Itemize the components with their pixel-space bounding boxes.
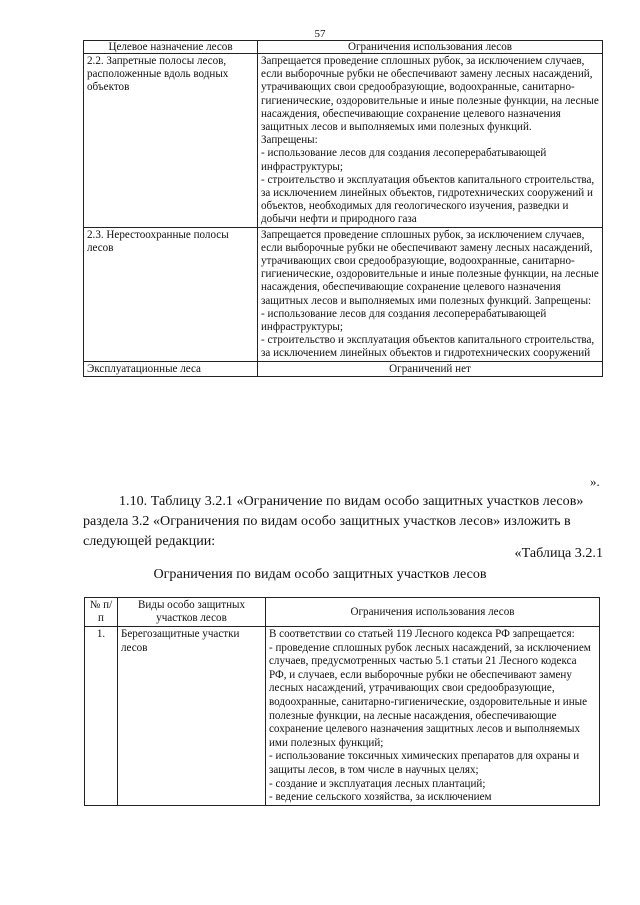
- column-header-purpose: Целевое назначение лесов: [84, 41, 258, 54]
- table-header-row: [84, 41, 603, 54]
- table-row: [84, 361, 603, 376]
- table-row: [84, 227, 603, 361]
- amendment-paragraph: 1.10. Таблицу 3.2.1 «Ограничение по видам особо защитных участков лесов» раздела 3.2 «Ограничения по видам особо защитных участков лесов» изложить в следующей редакции:: [83, 493, 584, 549]
- restrictions-cell: Запрещается проведение сплошных рубок, за исключением случаев, если выборочные рубки не обеспечивают замену лесных насаждений, утрачивающих свои средообразующие, водоохранные, санитарно-гигиенические, оздоровительные и иные полезные функции, на лесные насаждения, обеспечивающие сохранение целевого назначения защитных лесов и выполняемых ими полезных функций. Запрещены: - использование лесов для создания лесоперерабатывающей инфраструктуры; - строительство и эксплуатация объектов капитального строительства, за исключением линейных объектов, гидротехнических сооружений и объектов, необходимых для геологического изучения, разведки и добычи нефти и природного газа: [258, 54, 603, 228]
- forest-purpose-restrictions-table: [83, 40, 603, 377]
- table-title: Ограничения по видам особо защитных участков лесов: [153, 566, 487, 582]
- column-header-restrictions: Ограничения использования лесов: [266, 598, 600, 627]
- restrictions-cell: В соответствии со статьей 119 Лесного кодекса РФ запрещается: - проведение сплошных рубок лесных насаждений, за исключением случаев, предусмотренных частью 5.1 статьи 21 Лесного кодекса РФ, и случаев, если выборочные рубки не обеспечивают замену лесных насаждений, утрачивающих свои средообразующие, водоохранные, санитарно-гигиенические, оздоровительные и иные полезные функции, на лесные насаждения, обеспечивающие сохранение целевого назначения защитных лесов и выполняемых ими полезных функций; - использование токсичных химических препаратов для охраны и защиты лесов, в том числе в научных целях; - создание и эксплуатация лесных плантаций; - ведение сельского хозяйства, за исключением: [266, 627, 600, 806]
- closing-quote: ».: [590, 474, 600, 489]
- number-cell: 1.: [85, 627, 118, 806]
- column-header-restrictions: Ограничения использования лесов: [258, 41, 603, 54]
- purpose-cell: Эксплуатационные леса: [84, 361, 258, 376]
- restrictions-cell: Запрещается проведение сплошных рубок, за исключением случаев, если выборочные рубки не обеспечивают замену лесных насаждений, утрачивающих свои средообразующие, водоохранные, санитарно-гигиенические, оздоровительные и иные полезные функции, на лесные насаждения, обеспечивающие сохранение целевого назначения защитных лесов и выполняемых ими полезных функций. Запрещены: - использование лесов для создания лесоперерабатывающей инфраструктуры; - строительство и эксплуатация объектов капитального строительства, за исключением линейных объектов и гидротехнических сооружений: [258, 227, 603, 361]
- table-label: «Таблица 3.2.1: [514, 545, 603, 561]
- table-header-row: [85, 598, 600, 627]
- table-row: [84, 54, 603, 228]
- purpose-cell: 2.3. Нерестоохранные полосы лесов: [84, 227, 258, 361]
- page-number: 57: [314, 28, 326, 40]
- purpose-cell: 2.2. Запретные полосы лесов, расположенные вдоль водных объектов: [84, 54, 258, 228]
- column-header-kind: Виды особо защитных участков лесов: [118, 598, 266, 627]
- kind-cell: Берегозащитные участки лесов: [118, 627, 266, 806]
- column-header-number: № п/п: [85, 598, 118, 627]
- restrictions-cell: Ограничений нет: [258, 361, 603, 376]
- protective-plots-restrictions-table: [84, 597, 600, 806]
- table-row: [85, 627, 600, 806]
